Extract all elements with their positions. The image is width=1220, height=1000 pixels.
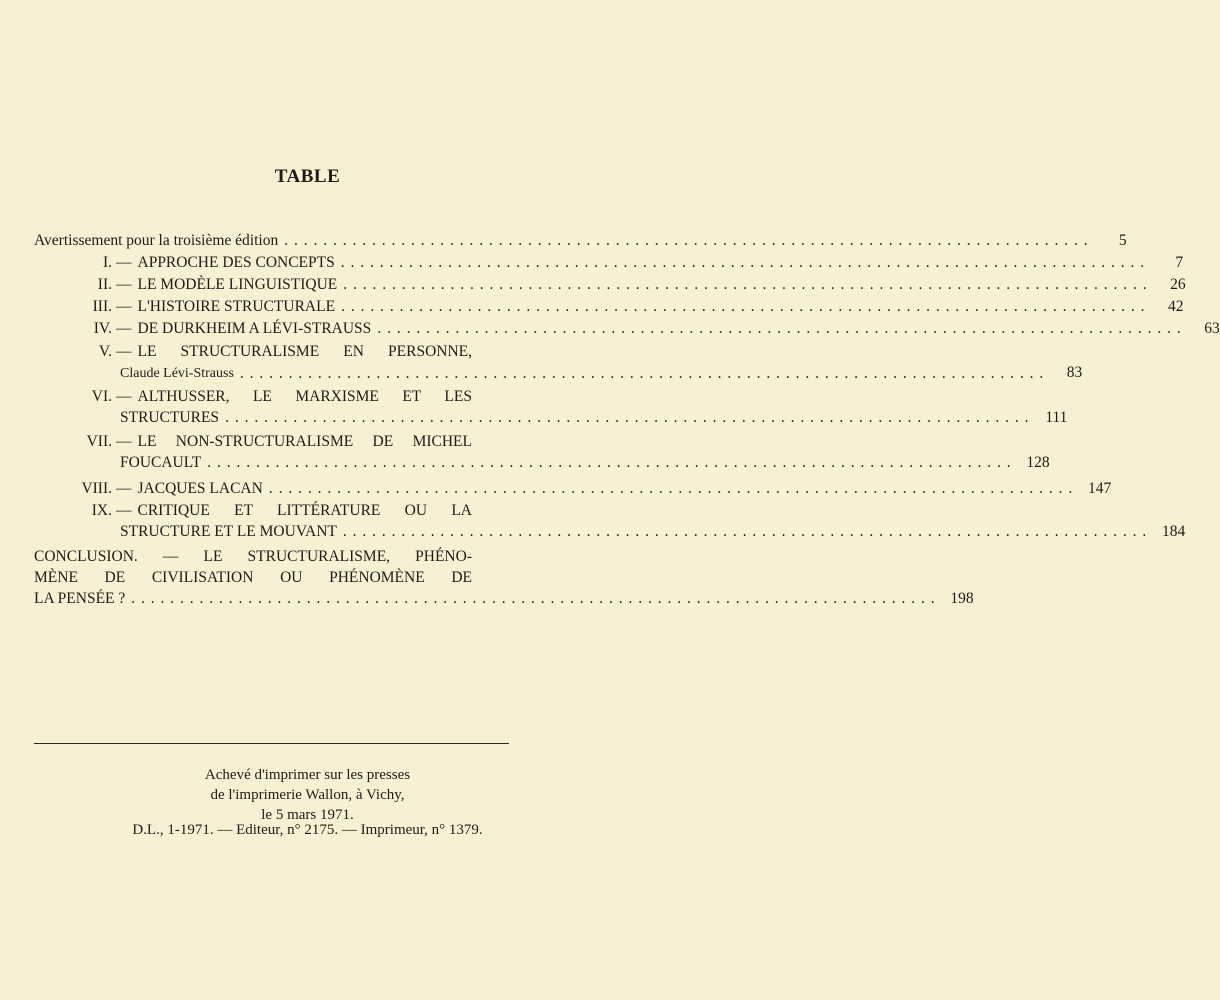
toc-line [34, 232, 1127, 250]
em-dash: — [116, 254, 132, 271]
entry-title-text: JACQUES LACAN [137, 480, 263, 497]
toc-entry [34, 254, 1184, 272]
entry-title [138, 276, 1148, 294]
toc-line [34, 523, 1186, 541]
toc-line [34, 502, 510, 523]
chapter-number: VI. [91, 388, 112, 405]
toc-entry [34, 320, 1220, 338]
chapter-number: II. [97, 276, 112, 293]
toc-line: CONCLUSION. — LE STRUCTURALISME, PHÉNO- [34, 548, 472, 565]
dot-leader: . . . . . . . . . . . . . . . . . . . . . . . . . . . . . . . . . . . . . . . . . . . . . . . . . . . . . . . . . . . . . . . . . . . . . . . . . . . . . . . . . . . [343, 276, 1148, 293]
entry-title-text: Claude Lévi-Strauss [120, 366, 234, 381]
toc-line [34, 320, 1220, 338]
entry-title [34, 590, 936, 608]
divider-rule [34, 743, 509, 744]
chapter-number: III. [92, 298, 112, 315]
entry-title-text: ALTHUSSER, LE MARXISME ET LES [137, 388, 472, 405]
entry-title [138, 254, 1146, 272]
dot-leader: . . . . . . . . . . . . . . . . . . . . . . . . . . . . . . . . . . . . . . . . . . . . . . . . . . . . . . . . . . . . . . . . . . . . . . . . . . . . . . . . . . . [225, 409, 1030, 426]
dot-leader: . . . . . . . . . . . . . . . . . . . . . . . . . . . . . . . . . . . . . . . . . . . . . . . . . . . . . . . . . . . . . . . . . . . . . . . . . . . . . . . . . . . [342, 523, 1148, 540]
page-number: 5 [1118, 232, 1127, 249]
em-dash: — [116, 502, 132, 519]
entry-title [138, 480, 1074, 498]
dot-leader: . . . . . . . . . . . . . . . . . . . . . . . . . . . . . . . . . . . . . . . . . . . . . . . . . . . . . . . . . . . . . . . . . . . . . . . . . . . . . . . . . . . [131, 590, 936, 607]
toc-entry [34, 276, 1186, 294]
dot-leader: . . . . . . . . . . . . . . . . . . . . . . . . . . . . . . . . . . . . . . . . . . . . . . . . . . . . . . . . . . . . . . . . . . . . . . . . . . . . . . . . . . . [341, 298, 1146, 315]
entry-title [138, 320, 1182, 338]
toc-line [34, 343, 510, 364]
entry-title [120, 523, 1147, 541]
entry-title-text: APPROCHE DES CONCEPTS [137, 254, 335, 271]
page-title: TABLE [274, 166, 341, 187]
toc-line [34, 298, 1184, 316]
colophon-line-2: de l'imprimerie Wallon, à Vichy, [210, 787, 405, 803]
page-number: 147 [1087, 480, 1112, 497]
toc-line [34, 409, 1068, 427]
page-number: 111 [1045, 409, 1068, 426]
page-number: 7 [1175, 254, 1184, 271]
toc-line [34, 254, 1184, 272]
toc-line [34, 388, 510, 409]
em-dash: — [116, 343, 132, 360]
colophon-line-3: le 5 mars 1971. [261, 807, 354, 823]
entry-title-text: Avertissement pour la troisième édition [34, 232, 279, 249]
toc-entry [34, 298, 1184, 316]
page-number: 83 [1066, 364, 1083, 381]
toc-entry [34, 480, 1112, 498]
page-number: 26 [1170, 276, 1186, 293]
toc-entry-conclusion [34, 548, 974, 608]
toc-entry [34, 502, 1186, 541]
em-dash: — [116, 320, 132, 337]
legal-deposit-line: D.L., 1-1971. — Editeur, n° 2175. — Imprimeur, n° 1379. [132, 822, 483, 838]
toc-entry [34, 433, 1050, 472]
toc-entry [34, 343, 1083, 383]
entry-title-text: LE MODÈLE LINGUISTIQUE [137, 276, 338, 293]
toc-line [34, 454, 1050, 472]
entry-title [120, 365, 1044, 383]
dot-leader: . . . . . . . . . . . . . . . . . . . . . . . . . . . . . . . . . . . . . . . . . . . . . . . . . . . . . . . . . . . . . . . . . . . . . . . . . . . . . . . . . . . [207, 454, 1012, 471]
chapter-number: VII. [86, 433, 112, 450]
entry-title [138, 298, 1146, 316]
em-dash: — [116, 298, 132, 315]
em-dash: — [116, 388, 132, 405]
page-number: 128 [1026, 454, 1050, 471]
toc-entry [34, 232, 1127, 250]
entry-title-text: CRITIQUE ET LITTÉRATURE OU LA [137, 502, 472, 519]
em-dash: — [116, 276, 132, 293]
page-number: 198 [950, 590, 974, 607]
entry-title-text: LE STRUCTURALISME EN PERSONNE, [137, 343, 472, 360]
page-number: 63 [1204, 320, 1220, 337]
toc-line [34, 276, 1186, 294]
dot-leader: . . . . . . . . . . . . . . . . . . . . . . . . . . . . . . . . . . . . . . . . . . . . . . . . . . . . . . . . . . . . . . . . . . . . . . . . . . . . . . . . . . . [239, 365, 1045, 382]
chapter-number: I. [102, 254, 112, 271]
dot-leader: . . . . . . . . . . . . . . . . . . . . . . . . . . . . . . . . . . . . . . . . . . . . . . . . . . . . . . . . . . . . . . . . . . . . . . . . . . . . . . . . . . . [284, 232, 1089, 249]
dot-leader: . . . . . . . . . . . . . . . . . . . . . . . . . . . . . . . . . . . . . . . . . . . . . . . . . . . . . . . . . . . . . . . . . . . . . . . . . . . . . . . . . . . [268, 480, 1074, 497]
entry-title-text: FOUCAULT [120, 454, 202, 471]
entry-title-text: L'HISTOIRE STRUCTURALE [137, 298, 336, 315]
em-dash: — [116, 480, 132, 497]
colophon-line-1: Achevé d'imprimer sur les presses [204, 767, 411, 783]
entry-title [120, 409, 1029, 427]
toc-entry [34, 388, 1068, 427]
entry-title-text: DE DURKHEIM A LÉVI-STRAUSS [137, 320, 372, 337]
colophon [0, 765, 615, 825]
chapter-number: IX. [91, 502, 112, 519]
entry-title-text: STRUCTURE ET LE MOUVANT [120, 523, 337, 540]
dot-leader: . . . . . . . . . . . . . . . . . . . . . . . . . . . . . . . . . . . . . . . . . . . . . . . . . . . . . . . . . . . . . . . . . . . . . . . . . . . . . . . . . . . [340, 254, 1146, 271]
entry-title [34, 232, 1089, 250]
toc-line: MÈNE DE CIVILISATION OU PHÉNOMÈNE DE [34, 569, 472, 586]
em-dash: — [116, 433, 132, 450]
entry-title-text: LA PENSÉE ? [34, 590, 126, 607]
chapter-number: IV. [93, 320, 112, 337]
toc-line [34, 590, 974, 608]
entry-title [120, 454, 1012, 472]
chapter-number: VIII. [81, 480, 112, 497]
entry-title-text: STRUCTURES [120, 409, 220, 426]
page-number: 184 [1162, 523, 1186, 540]
page-number: 42 [1167, 298, 1184, 315]
dot-leader: . . . . . . . . . . . . . . . . . . . . . . . . . . . . . . . . . . . . . . . . . . . . . . . . . . . . . . . . . . . . . . . . . . . . . . . . . . . . . . . . . . . [377, 320, 1182, 337]
toc-line [34, 364, 1083, 383]
toc-line [34, 480, 1112, 498]
entry-title-text: LE NON-STRUCTURALISME DE MICHEL [137, 433, 472, 450]
toc-line [34, 433, 510, 454]
chapter-number: V. [98, 343, 112, 360]
